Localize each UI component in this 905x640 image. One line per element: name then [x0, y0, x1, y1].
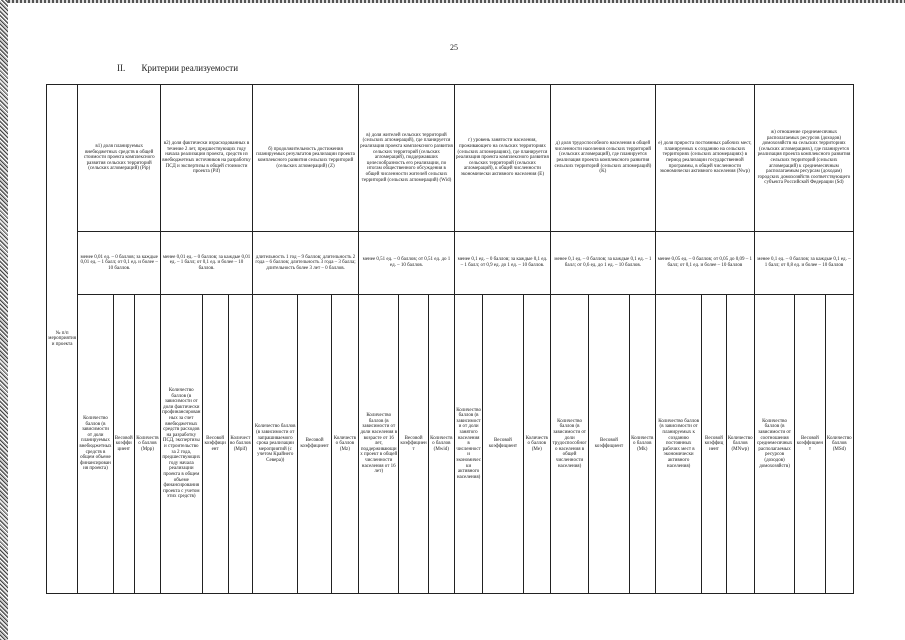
criterion-title: б) продолжительность достижения планируемых результатов реализации проекта комплексного развития сельских территорий (сельских агломераций) (Z)	[253, 85, 359, 232]
section-title: Критерии реализуемости	[141, 63, 239, 73]
scan-edge-left	[0, 0, 8, 640]
weight-column-header: Весовой коэффициент	[483, 295, 523, 594]
weight-column-header: Весовой коэффициент	[589, 295, 629, 594]
score-column-header: Количество баллов (Mz)	[331, 295, 358, 594]
criterion-scale: менее 0,01 ед. – 0 баллов; за каждые 0,01 ед. – 1 балл; от 0,1 ед. и более – 10 баллов.	[78, 232, 161, 295]
page-number: 25	[450, 43, 458, 52]
points-column-header: Количество баллов (в зависимости от доли трудоспособного населения в общей численности населения)	[550, 295, 588, 594]
criterion-title: г) уровень занятости населения, проживающего на сельских территориях (сельских агломерациях), где планируется реализация проекта комплексного развития сельских территорий (сельских агломераций), к общей численности экономически активного населения (E)	[454, 85, 550, 232]
criterion-scale: менее 0,01 ед. – 0 баллов; за каждые 0,01 ед. – 1 балл; от 0,1 ед. и более – 10 баллов.	[161, 232, 253, 295]
score-column-header: Количество баллов (Mk)	[629, 295, 655, 594]
criterion-scale: менее 0,05 ед. – 0 баллов; от 0,05 до 0,09 – 1 балл; от 0,1 ед. и более – 10 баллов	[655, 232, 754, 295]
criterion-scale: менее 0,1 ед. – 0 баллов; за каждые 0,1 ед. – 1 балл; от 0,9 ед. до 1 ед. – 10 баллов.	[454, 232, 550, 295]
criterion-scale: длительность 1 год – 9 баллов; длительность 2 года – 6 баллов; длительность 3 года – 3 балла; длительность более 3 лет – 0 баллов.	[253, 232, 359, 295]
section-heading	[117, 63, 238, 73]
criterion-title: д) доля трудоспособного населения в общей численности населения сельских территорий (сельских агломераций), где планируется реализация проекта комплексного развития сельских территорий (сельских агломераций) (K)	[550, 85, 655, 232]
points-column-header: Количество баллов (в зависимости от доли планируемых внебюджетных средств в общем объеме финансирования проекта)	[78, 295, 113, 594]
weight-column-header: Весовой коэффициент	[113, 295, 134, 594]
points-column-header: Количество баллов (в зависимости от доли фактически профинансированных за счет внебюджетных средств расходов на разработку ПСД, экспертизы и строительство за 2 года, предшествующих году начала реализации проекта в общем объеме финансирования проекта с учетом этих средств)	[161, 295, 202, 594]
section-number: II.	[117, 63, 126, 73]
criterion-scale: менее 0,1 ед. – 0 баллов; за каждые 0,1 ед. – 1 балл; от 0,8 ед. и более – 10 баллов	[754, 232, 853, 295]
criteria-table	[46, 84, 854, 594]
criterion-title: в2) доля фактически израсходованных в течение 2 лет, предшествующих году начала реализации проекта, средств из внебюджетных источников на разработку ПСД и экспертизы в общей стоимости проекта (Pif)	[161, 85, 253, 232]
points-column-header: Количество баллов (в зависимости от планируемых к созданию постоянных рабочих мест в экономически активного населения)	[655, 295, 701, 594]
points-column-header: Количество баллов (в зависимости от соотношения среднемесячных располагаемых ресурсов (доходов) домохозяйств)	[754, 295, 794, 594]
points-column-header: Количество баллов (в зависимости от доли населения в возрасте от 16 лет, поддерживающих проект в общей численности населения от 16 лет)	[359, 295, 399, 594]
weight-column-header: Весовой коэффициент	[795, 295, 825, 594]
score-column-header: Количество баллов (Mwid)	[428, 295, 454, 594]
criterion-title: ж) отношение среднемесячных располагаемых ресурсов (доходов) домохозяйств на сельских территориях (сельских агломерациях), где планируется реализация проекта комплексного развития сельских территорий (сельских агломераций) к среднемесячным располагаемым ресурсам (доходам) городских домохозяйств соответствующего субъекта Российской Федерации (Sd)	[754, 85, 853, 232]
score-column-header: Количество баллов (Mе)	[523, 295, 550, 594]
criterion-title: в1) доля планируемых внебюджетных средств в общей стоимости проекта комплексного развития сельских территорий (сельских агломераций) (Pip)	[78, 85, 161, 232]
score-column-header: Количество баллов (Mpif)	[228, 295, 252, 594]
weight-column-header: Весовой коэффициент	[298, 295, 331, 594]
weight-column-header: Весовой коэффициент	[399, 295, 428, 594]
weight-column-header: Весовой коэффициент	[202, 295, 228, 594]
criterion-title: в) доля жителей сельских территорий (сельских агломераций), где планируется реализация проекта комплексного развития сельских территорий (сельских агломераций), поддержавших целесообразность его реализации, по итогам общественного обсуждения в общей численности жителей сельских территорий (сельских агломераций) (Wid)	[359, 85, 455, 232]
score-column-header: Количество баллов (MSd)	[825, 295, 853, 594]
criterion-scale: менее 0,51 ед. – 0 баллов; от 0,51 ед. до 1 ед. – 10 баллов.	[359, 232, 455, 295]
score-column-header: Количество баллов (MNwp)	[726, 295, 754, 594]
points-column-header: Количество баллов (в зависимости от запрашиваемого срока реализации мероприятий (с учетом Крайнего Севера))	[253, 295, 298, 594]
points-column-header: Количество баллов (в зависимости от доли занятого населения в численности экономически активного населения)	[454, 295, 482, 594]
criterion-title: е) доля прироста постоянных рабочих мест, планируемых к созданию на сельских территориях (сельских агломерациях) в период реализации государственной программы, в общей численности экономически активного населения (Nwp)	[655, 85, 754, 232]
row-number-header: № п/п мероприятия и проекта	[47, 85, 78, 594]
scan-edge-top	[8, 0, 905, 3]
score-column-header: Количество баллов (Мрр)	[134, 295, 160, 594]
weight-column-header: Весовой коэффициент	[702, 295, 726, 594]
criterion-scale: менее 0,1 ед. – 0 баллов; за каждые 0,1 ед. – 1 балл; от 0,6 ед. до 1 ед. – 10 баллов.	[550, 232, 655, 295]
